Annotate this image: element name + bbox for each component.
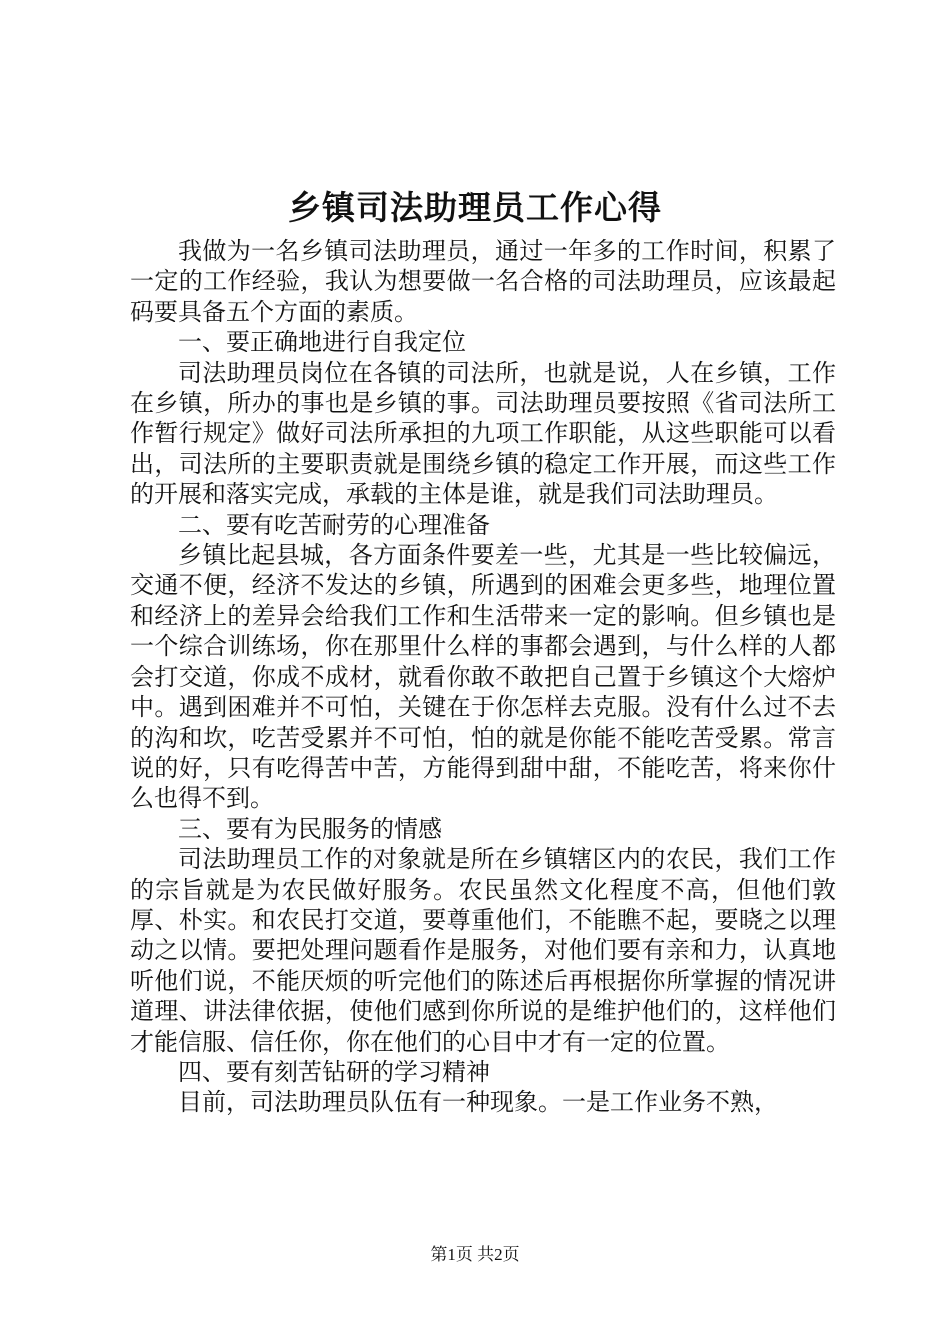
page-indicator: 第1页 共2页 — [430, 1245, 520, 1264]
section-heading-1: 一、要正确地进行自我定位 — [178, 328, 466, 357]
document-title: 乡镇司法助理员工作心得 — [288, 188, 662, 227]
paragraph-section-1: 司法助理员岗位在各镇的司法所，也就是说，人在乡镇，工作在乡镇，所办的事也是乡镇的事。司法助理员要按照《省司法所工作暂行规定》做好司法所承担的九项工作职能，从这些职能可以看出，司法所的主要职责就是围绕乡镇的稳定工作开展，而这些工作的开展和落实完成，承载的主体是谁，就是我们司法助理员。 — [130, 358, 836, 509]
paragraph-intro: 我做为一名乡镇司法助理员，通过一年多的工作时间，积累了一定的工作经验，我认为想要做一名合格的司法助理员，应该最起码要具备五个方面的素质。 — [130, 237, 836, 326]
paragraph-section-2: 乡镇比起县城，各方面条件要差一些，尤其是一些比较偏远，交通不便，经济不发达的乡镇，所遇到的困难会更多些，地理位置和经济上的差异会给我们工作和生活带来一定的影响。但乡镇也是一个综合训练场，你在那里什么样的事都会遇到，与什么样的人都会打交道，你成不成材，就看你敢不敢把自己置于乡镇这个大熔炉中。遇到困难并不可怕，关键在于你怎样去克服。没有什么过不去的沟和坎，吃苦受累并不可怕，怕的就是你能不能吃苦受累。常言说的好，只有吃得苦中苦，方能得到甜中甜，不能吃苦，将来你什么也得不到。 — [130, 541, 836, 813]
section-heading-2: 二、要有吃苦耐劳的心理准备 — [178, 510, 490, 539]
section-heading-3: 三、要有为民服务的情感 — [178, 814, 442, 843]
paragraph-section-3: 司法助理员工作的对象就是所在乡镇辖区内的农民，我们工作的宗旨就是为农民做好服务。农民虽然文化程度不高，但他们敦厚、朴实。和农民打交道，要尊重他们，不能瞧不起，要晓之以理动之以情。要把处理问题看作是服务，对他们要有亲和力，认真地听他们说，不能厌烦的听完他们的陈述后再根据你所掌握的情况讲道理、讲法律依据，使他们感到你所说的是维护他们的，这样他们才能信服、信任你，你在他们的心目中才有一定的位置。 — [130, 845, 836, 1056]
document-body — [130, 236, 836, 1118]
section-heading-4: 四、要有刻苦钻研的学习精神 — [178, 1057, 490, 1086]
paragraph-section-4: 目前，司法助理员队伍有一种现象。一是工作业务不熟， — [178, 1088, 778, 1117]
